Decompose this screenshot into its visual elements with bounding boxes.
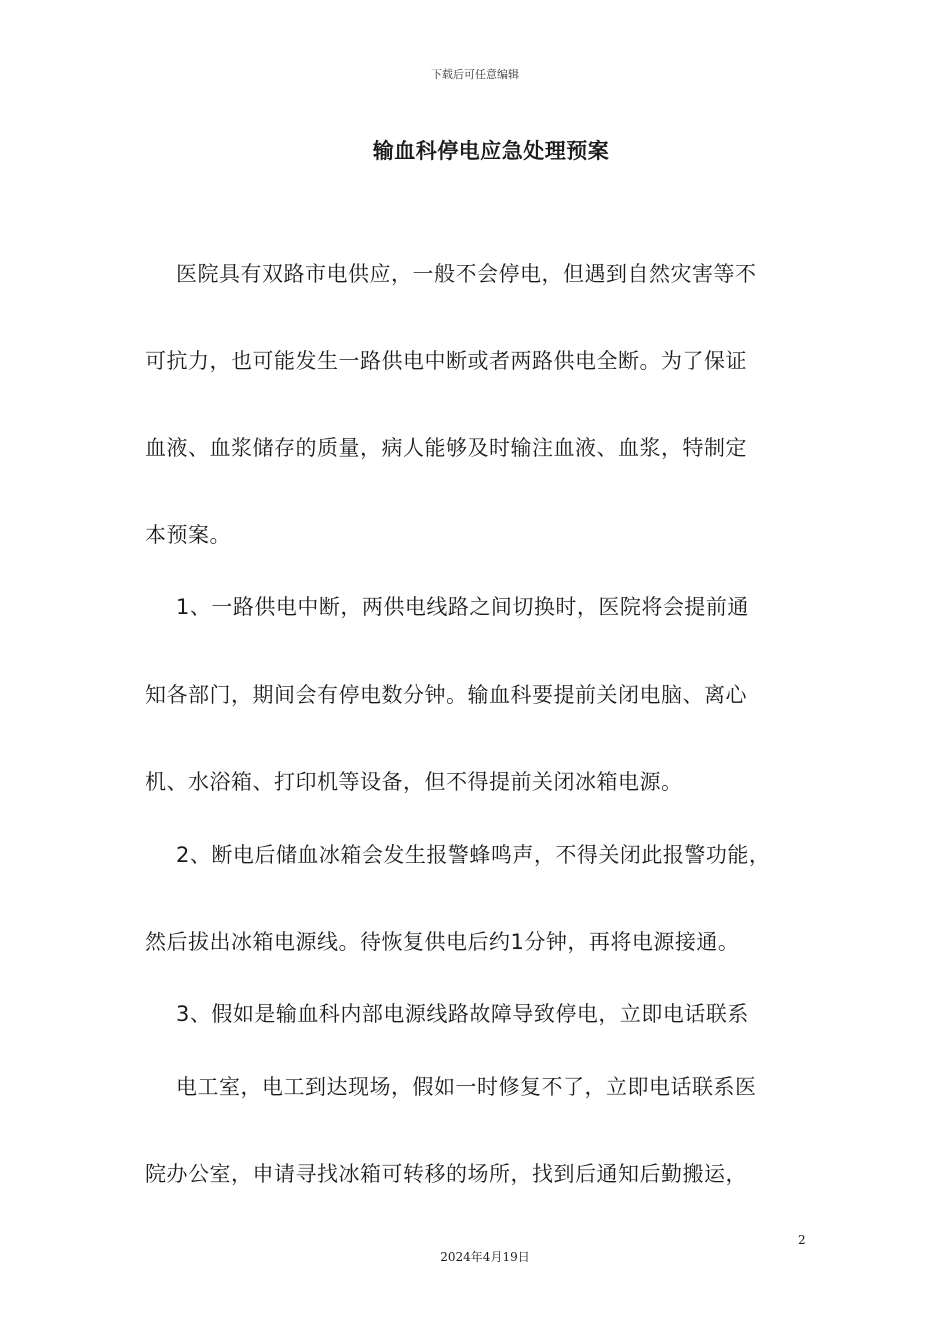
paragraph-line: 医院具有双路市电供应，一般不会停电，但遇到自然灾害等不 [176, 262, 757, 286]
paragraph-line: 机、水浴箱、打印机等设备，但不得提前关闭冰箱电源。 [145, 770, 683, 794]
paragraph-line: 3、假如是输血科内部电源线路故障导致停电，立即电话联系 [176, 1002, 749, 1026]
header-note: 下载后可任意编辑 [431, 68, 519, 81]
page-number: 2 [798, 1233, 806, 1247]
paragraph-line: 血液、血浆储存的质量，病人能够及时输注血液、血浆，特制定 [145, 436, 747, 460]
document-title: 输血科停电应急处理预案 [372, 139, 610, 163]
footer-date: 2024年4月19日 [440, 1250, 530, 1264]
paragraph-line: 可抗力，也可能发生一路供电中断或者两路供电全断。为了保证 [145, 349, 747, 373]
paragraph-line: 院办公室，申请寻找冰箱可转移的场所，找到后通知后勤搬运， [145, 1162, 747, 1186]
paragraph-line: 1、一路供电中断，两供电线路之间切换时，医院将会提前通 [176, 595, 749, 619]
paragraph-line: 本预案。 [145, 523, 231, 547]
paragraph-line: 知各部门，期间会有停电数分钟。输血科要提前关闭电脑、离心 [145, 683, 747, 707]
paragraph-line: 然后拔出冰箱电源线。待恢复供电后约1分钟，再将电源接通。 [145, 930, 740, 954]
paragraph-line: 2、断电后储血冰箱会发生报警蜂鸣声，不得关闭此报警功能， [176, 843, 771, 867]
paragraph-line: 电工室，电工到达现场，假如一时修复不了，立即电话联系医 [176, 1075, 757, 1099]
